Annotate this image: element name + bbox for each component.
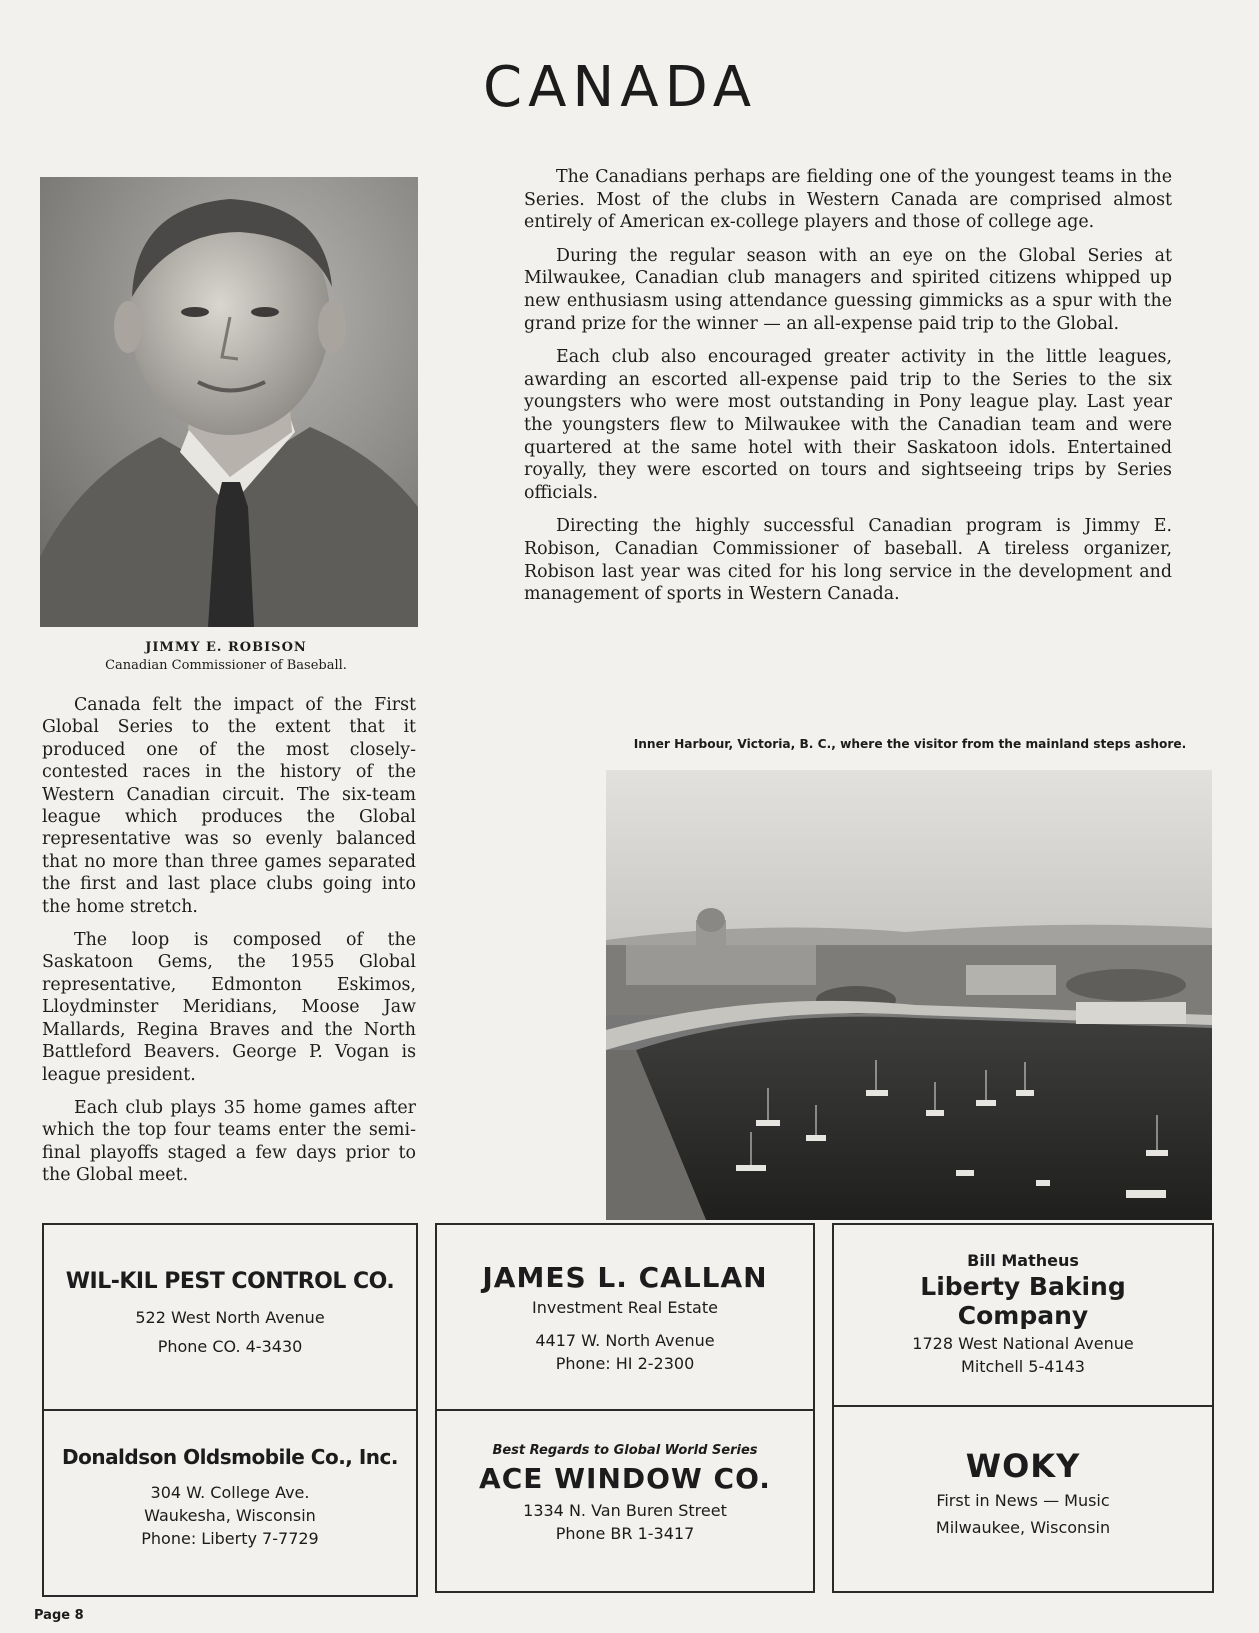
right-paragraph: During the regular season with an eye on the Global Series at Milwaukee, Canadian club managers and spirited citizens whipped up new enthusiasm using attendance guessing gimmicks as a spur with the grand prize for the winner — an all-expense paid trip to the Global. bbox=[524, 245, 1172, 334]
page-number: Page 8 bbox=[34, 1608, 84, 1623]
ad-wilkil-name: WIL-KIL PEST CONTROL CO. bbox=[65, 1269, 395, 1294]
ad-wilkil-phone: Phone CO. 4-3430 bbox=[157, 1337, 303, 1356]
ad-liberty-name2: Company bbox=[957, 1301, 1089, 1330]
portrait-caption-name: JIMMY E. ROBISON bbox=[145, 640, 307, 655]
ad-donaldson-oldsmobile bbox=[42, 1409, 418, 1597]
right-article-column bbox=[524, 166, 1172, 617]
page-title: CANADA bbox=[482, 55, 758, 120]
ad-ace-address: 1334 N. Van Buren Street bbox=[523, 1501, 727, 1520]
ad-donaldson-phone: Phone: Liberty 7-7729 bbox=[141, 1529, 319, 1548]
ad-liberty-address: 1728 West National Avenue bbox=[912, 1334, 1134, 1353]
harbour-photo bbox=[606, 770, 1212, 1220]
ad-callan-name: JAMES L. CALLAN bbox=[482, 1261, 768, 1294]
ad-ace-name: ACE WINDOW CO. bbox=[479, 1462, 771, 1495]
harbour-photo-caption: Inner Harbour, Victoria, B. C., where the visitor from the mainland steps ashore. bbox=[633, 737, 1187, 751]
ad-ace-phone: Phone BR 1-3417 bbox=[555, 1524, 695, 1543]
ad-wilkil-address: 522 West North Avenue bbox=[135, 1308, 325, 1327]
ad-callan-phone: Phone: HI 2-2300 bbox=[555, 1354, 695, 1373]
ad-woky-city: Milwaukee, Wisconsin bbox=[935, 1518, 1111, 1537]
right-paragraph: Each club also encouraged greater activity in the little leagues, awarding an escorted all-expense paid trip to the Series to the six youngsters who were most outstanding in Pony league play. Last year the youngsters flew to Milwaukee with the Canadian team and were quartered at the same hotel with their Saskatoon idols. Entertained royally, they were escorted on tours and sightseeing trips by Series officials. bbox=[524, 347, 1172, 503]
ad-woky bbox=[832, 1405, 1214, 1593]
ad-donaldson-name: Donaldson Oldsmobile Co., Inc. bbox=[61, 1445, 398, 1469]
ad-donaldson-city: Waukesha, Wisconsin bbox=[144, 1506, 316, 1525]
right-paragraph: Directing the highly successful Canadian program is Jimmy E. Robison, Canadian Commissioner of baseball. A tireless organizer, Robison last year was cited for his long service in the development and management of sports in Western Canada. bbox=[524, 516, 1172, 605]
ad-woky-line1: First in News — Music bbox=[936, 1491, 1110, 1510]
ad-liberty-baking bbox=[832, 1223, 1214, 1407]
ad-james-callan bbox=[435, 1223, 815, 1411]
portrait-photo bbox=[40, 177, 418, 627]
portrait-caption-title: Canadian Commissioner of Baseball. bbox=[105, 658, 347, 673]
ad-woky-name: WOKY bbox=[965, 1447, 1081, 1485]
portrait-illustration bbox=[40, 177, 418, 627]
ad-liberty-name1: Liberty Baking bbox=[920, 1272, 1126, 1301]
ad-liberty-contact: Bill Matheus bbox=[967, 1251, 1079, 1270]
left-paragraph: Each club plays 35 home games after which the top four teams enter the semi-final playoffs staged a few days prior to the Global meet. bbox=[42, 1097, 416, 1186]
left-paragraph: The loop is composed of the Saskatoon Gems, the 1955 Global representative, Edmonton Eskimos, Lloydminster Meridians, Moose Jaw Mallards, Regina Braves and the North Battleford Beavers. George P. Vogan is league president. bbox=[42, 930, 416, 1085]
harbour-illustration bbox=[606, 770, 1212, 1220]
ad-callan-line1: Investment Real Estate bbox=[532, 1298, 718, 1317]
right-paragraph: The Canadians perhaps are fielding one of the youngest teams in the Series. Most of the clubs in Western Canada are comprised almost entirely of American ex-college players and those of college age. bbox=[524, 167, 1172, 233]
ad-wilkil-pest-control bbox=[42, 1223, 418, 1411]
ad-callan-address: 4417 W. North Avenue bbox=[535, 1331, 715, 1350]
left-article-column bbox=[42, 694, 416, 1198]
left-paragraph: Canada felt the impact of the First Global Series to the extent that it produced one of the most closely-contested races in the history of the Western Canadian circuit. The six-team league which produces the Global representative was so evenly balanced that no more than three games separated the first and last place clubs going into the home stretch. bbox=[42, 695, 416, 917]
ad-ace-window bbox=[435, 1409, 815, 1593]
ad-donaldson-address: 304 W. College Ave. bbox=[150, 1483, 310, 1502]
ad-liberty-phone: Mitchell 5-4143 bbox=[961, 1357, 1085, 1376]
ad-ace-tagline: Best Regards to Global World Series bbox=[492, 1443, 758, 1458]
